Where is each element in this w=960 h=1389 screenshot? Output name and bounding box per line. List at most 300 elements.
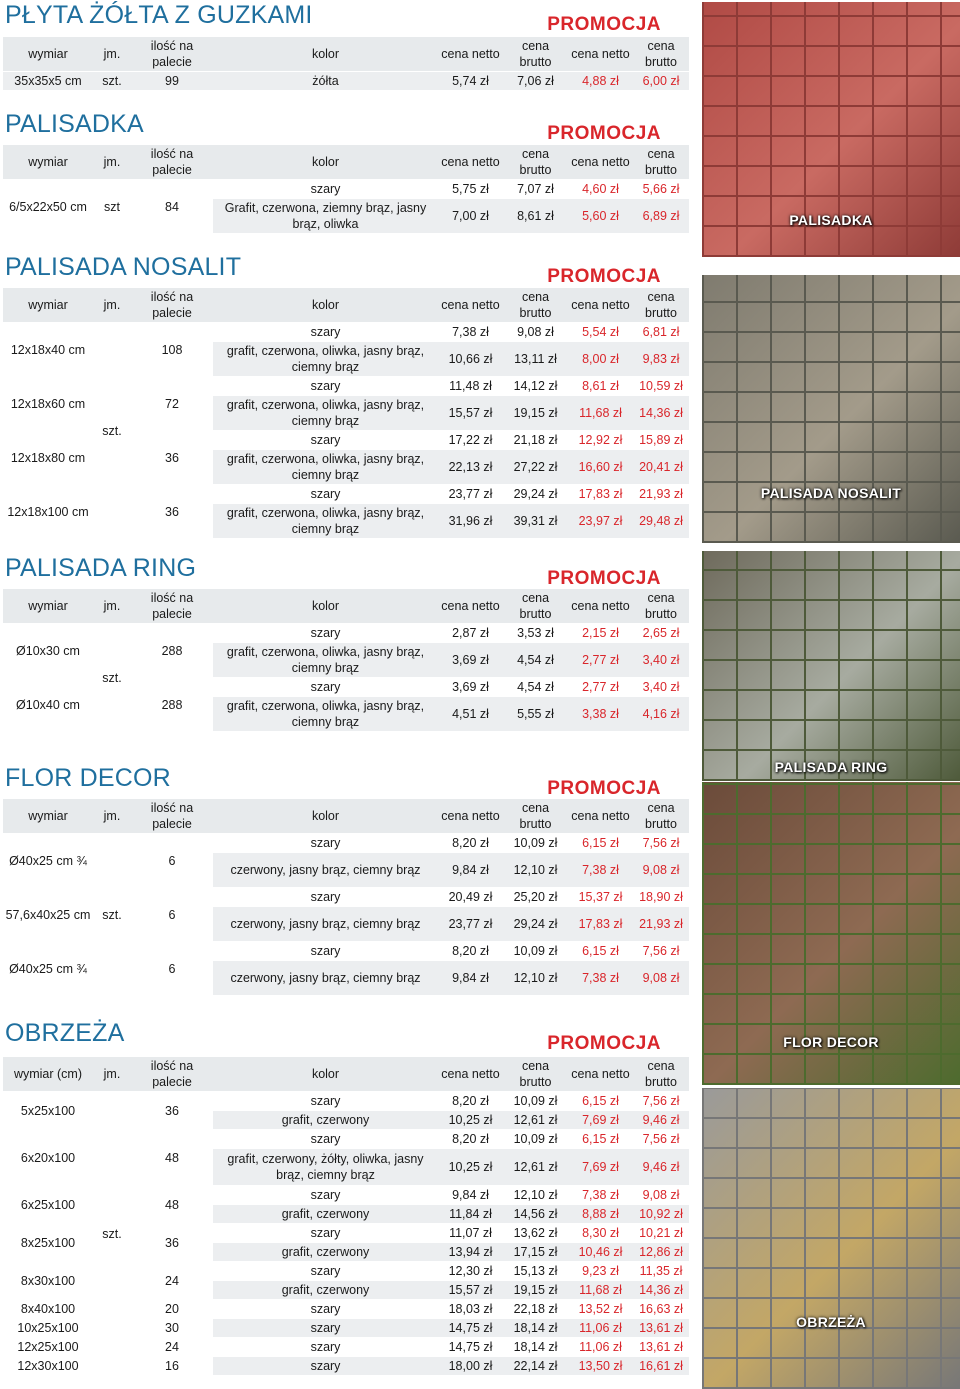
price-cell: 18,03 zł bbox=[438, 1300, 503, 1319]
price-table bbox=[3, 589, 689, 732]
price-cell: 23,77 zł bbox=[438, 907, 503, 942]
table-row bbox=[3, 323, 689, 342]
price-cell: 3,69 zł bbox=[438, 678, 503, 697]
header-cell: ilość na palecie bbox=[131, 37, 213, 72]
price-cell: 8,20 zł bbox=[438, 1092, 503, 1111]
price-cell: 12,86 zł bbox=[633, 1243, 689, 1262]
jm-cell: szt bbox=[93, 180, 131, 234]
photo-obrzeza bbox=[702, 1088, 960, 1389]
color-cell: szary bbox=[213, 1262, 438, 1281]
header-cell: ilość na palecie bbox=[131, 589, 213, 624]
color-cell: grafit, czerwony bbox=[213, 1281, 438, 1300]
color-cell: szary bbox=[213, 431, 438, 450]
header-cell: wymiar bbox=[3, 589, 93, 624]
pallet-qty-cell: 288 bbox=[131, 678, 213, 732]
price-cell: 11,07 zł bbox=[438, 1224, 503, 1243]
price-cell: 6,15 zł bbox=[568, 942, 633, 961]
pallet-qty-cell: 24 bbox=[131, 1262, 213, 1300]
price-cell: 14,75 zł bbox=[438, 1319, 503, 1338]
price-cell: 2,77 zł bbox=[568, 678, 633, 697]
price-cell: 6,15 zł bbox=[568, 1092, 633, 1111]
section-title: PALISADA NOSALIT bbox=[5, 253, 242, 281]
price-cell: 29,24 zł bbox=[503, 485, 568, 504]
price-cell: 13,11 zł bbox=[503, 342, 568, 377]
price-cell: 25,20 zł bbox=[503, 888, 568, 907]
price-cell: 14,75 zł bbox=[438, 1338, 503, 1357]
price-cell: 2,15 zł bbox=[568, 624, 633, 643]
price-cell: 17,83 zł bbox=[568, 907, 633, 942]
price-cell: 10,09 zł bbox=[503, 1130, 568, 1149]
table-row bbox=[3, 72, 689, 91]
pallet-qty-cell: 20 bbox=[131, 1300, 213, 1319]
table-header bbox=[3, 37, 689, 72]
header-cell: kolor bbox=[213, 288, 438, 323]
header-cell: cena brutto bbox=[503, 288, 568, 323]
color-cell: Grafit, czerwona, ziemny brąz, jasny brąz, oliwka bbox=[213, 199, 438, 234]
section-title: OBRZEŻA bbox=[5, 1019, 125, 1047]
header-cell: jm. bbox=[93, 799, 131, 834]
header-cell: jm. bbox=[93, 288, 131, 323]
photo-flor-decor bbox=[702, 782, 960, 1085]
promo-label: PROMOCJA bbox=[547, 123, 661, 144]
color-cell: szary bbox=[213, 377, 438, 396]
price-cell: 15,37 zł bbox=[568, 888, 633, 907]
pallet-qty-cell: 36 bbox=[131, 431, 213, 485]
section-title: PŁYTA ŻÓŁTA Z GUZKAMI bbox=[5, 1, 313, 29]
price-cell: 9,08 zł bbox=[633, 1186, 689, 1205]
price-cell: 5,60 zł bbox=[568, 199, 633, 234]
price-cell: 29,48 zł bbox=[633, 504, 689, 539]
header-cell: kolor bbox=[213, 1057, 438, 1092]
table-cell: 99 bbox=[131, 72, 213, 91]
price-cell: 13,61 zł bbox=[633, 1319, 689, 1338]
promo-label: PROMOCJA bbox=[547, 266, 661, 287]
header-cell: cena netto bbox=[568, 799, 633, 834]
color-cell: grafit, czerwona, oliwka, jasny brąz, ciemny brąz bbox=[213, 342, 438, 377]
price-cell: 5,75 zł bbox=[438, 180, 503, 199]
header-cell: jm. bbox=[93, 589, 131, 624]
color-cell: grafit, czerwony, żółty, oliwka, jasny brąz, ciemny brąz bbox=[213, 1149, 438, 1186]
photo-palisada-nosalit bbox=[702, 275, 960, 543]
price-cell: 12,10 zł bbox=[503, 961, 568, 996]
price-cell: 15,89 zł bbox=[633, 431, 689, 450]
price-cell: 19,15 zł bbox=[503, 1281, 568, 1300]
price-cell: 14,56 zł bbox=[503, 1205, 568, 1224]
table-header bbox=[3, 288, 689, 323]
header-cell: cena brutto bbox=[633, 1057, 689, 1092]
price-cell: 11,68 zł bbox=[568, 396, 633, 431]
price-cell: 4,16 zł bbox=[633, 697, 689, 732]
pallet-qty-cell: 48 bbox=[131, 1186, 213, 1224]
price-cell: 16,60 zł bbox=[568, 450, 633, 485]
table-cell: 5,74 zł bbox=[438, 72, 503, 91]
header-cell: cena netto bbox=[438, 589, 503, 624]
price-cell: 10,59 zł bbox=[633, 377, 689, 396]
pallet-qty-cell: 6 bbox=[131, 834, 213, 888]
unit-cell: szt. bbox=[93, 624, 131, 732]
price-cell: 31,96 zł bbox=[438, 504, 503, 539]
price-cell: 2,77 zł bbox=[568, 643, 633, 678]
price-cell: 18,14 zł bbox=[503, 1338, 568, 1357]
price-cell: 8,00 zł bbox=[568, 342, 633, 377]
price-cell: 6,89 zł bbox=[633, 199, 689, 234]
header-cell: wymiar bbox=[3, 37, 93, 72]
color-cell: grafit, czerwona, oliwka, jasny brąz, ciemny brąz bbox=[213, 450, 438, 485]
section-ring bbox=[3, 552, 689, 737]
color-cell: czerwony, jasny brąz, ciemny brąz bbox=[213, 907, 438, 942]
table-header bbox=[3, 1057, 689, 1092]
price-cell: 12,92 zł bbox=[568, 431, 633, 450]
price-cell: 6,81 zł bbox=[633, 323, 689, 342]
header-cell: kolor bbox=[213, 37, 438, 72]
size-cell: 10x25x100 bbox=[3, 1319, 93, 1338]
header-cell: cena netto bbox=[568, 288, 633, 323]
price-cell: 4,54 zł bbox=[503, 678, 568, 697]
pallet-qty-cell: 72 bbox=[131, 377, 213, 431]
header-cell: cena brutto bbox=[503, 37, 568, 72]
color-cell: szary bbox=[213, 678, 438, 697]
header-cell: ilość na palecie bbox=[131, 288, 213, 323]
section-plyta bbox=[3, 0, 689, 92]
photo-palisadka bbox=[702, 2, 960, 257]
price-cell: 29,24 zł bbox=[503, 907, 568, 942]
price-table bbox=[3, 145, 689, 234]
header-cell: cena brutto bbox=[633, 589, 689, 624]
size-cell: 12x18x100 cm bbox=[3, 485, 93, 539]
color-cell: grafit, czerwona, oliwka, jasny brąz, ciemny brąz bbox=[213, 396, 438, 431]
price-cell: 8,30 zł bbox=[568, 1224, 633, 1243]
header-cell: ilość na palecie bbox=[131, 799, 213, 834]
price-cell: 9,08 zł bbox=[633, 853, 689, 888]
unit-cell: szt. bbox=[93, 323, 131, 539]
header-cell: cena netto bbox=[438, 288, 503, 323]
unit-cell: szt. bbox=[93, 834, 131, 996]
color-cell: szary bbox=[213, 1300, 438, 1319]
color-cell: szary bbox=[213, 1130, 438, 1149]
price-cell: 7,56 zł bbox=[633, 1130, 689, 1149]
header-cell: cena netto bbox=[438, 145, 503, 180]
color-cell: szary bbox=[213, 888, 438, 907]
photo-label: OBRZEŻA bbox=[796, 1314, 866, 1330]
size-cell: 12x30x100 bbox=[3, 1357, 93, 1376]
header-cell: kolor bbox=[213, 799, 438, 834]
price-cell: 8,61 zł bbox=[503, 199, 568, 234]
price-cell: 39,31 zł bbox=[503, 504, 568, 539]
price-cell: 7,69 zł bbox=[568, 1111, 633, 1130]
price-cell: 12,30 zł bbox=[438, 1262, 503, 1281]
color-cell: szary bbox=[213, 180, 438, 199]
price-cell: 9,84 zł bbox=[438, 853, 503, 888]
size-cell: 6x20x100 bbox=[3, 1130, 93, 1186]
header-cell: jm. bbox=[93, 145, 131, 180]
section-nosalit bbox=[3, 251, 689, 546]
price-cell: 6,15 zł bbox=[568, 834, 633, 853]
price-cell: 8,61 zł bbox=[568, 377, 633, 396]
price-cell: 14,36 zł bbox=[633, 1281, 689, 1300]
header-cell: cena netto bbox=[568, 145, 633, 180]
header-cell: jm. bbox=[93, 37, 131, 72]
size-cell: 12x18x40 cm bbox=[3, 323, 93, 377]
price-cell: 10,09 zł bbox=[503, 1092, 568, 1111]
price-cell: 8,20 zł bbox=[438, 834, 503, 853]
table-row bbox=[3, 624, 689, 643]
price-cell: 17,15 zł bbox=[503, 1243, 568, 1262]
table-row bbox=[3, 1092, 689, 1111]
color-cell: czerwony, jasny brąz, ciemny brąz bbox=[213, 961, 438, 996]
table-cell: 4,88 zł bbox=[568, 72, 633, 91]
price-cell: 22,13 zł bbox=[438, 450, 503, 485]
promo-label: PROMOCJA bbox=[547, 1033, 661, 1054]
price-cell: 7,38 zł bbox=[568, 1186, 633, 1205]
price-cell: 7,56 zł bbox=[633, 834, 689, 853]
price-cell: 6,15 zł bbox=[568, 1130, 633, 1149]
size-cell: 6x25x100 bbox=[3, 1186, 93, 1224]
price-cell: 7,69 zł bbox=[568, 1149, 633, 1186]
price-cell: 18,14 zł bbox=[503, 1319, 568, 1338]
price-cell: 9,84 zł bbox=[438, 961, 503, 996]
price-cell: 17,83 zł bbox=[568, 485, 633, 504]
header-cell: jm. bbox=[93, 1057, 131, 1092]
price-cell: 21,93 zł bbox=[633, 485, 689, 504]
header-cell: cena brutto bbox=[503, 145, 568, 180]
color-cell: grafit, czerwona, oliwka, jasny brąz, ciemny brąz bbox=[213, 697, 438, 732]
price-cell: 5,66 zł bbox=[633, 180, 689, 199]
color-cell: grafit, czerwony bbox=[213, 1205, 438, 1224]
color-cell: grafit, czerwona, oliwka, jasny brąz, ciemny brąz bbox=[213, 643, 438, 678]
section-title: PALISADKA bbox=[5, 110, 144, 138]
color-cell: grafit, czerwony bbox=[213, 1111, 438, 1130]
header-cell: cena brutto bbox=[503, 799, 568, 834]
price-cell: 12,10 zł bbox=[503, 1186, 568, 1205]
price-cell: 11,84 zł bbox=[438, 1205, 503, 1224]
section-obrzeza bbox=[3, 1017, 689, 1387]
table-cell: żółta bbox=[213, 72, 438, 91]
price-cell: 17,22 zł bbox=[438, 431, 503, 450]
price-cell: 9,46 zł bbox=[633, 1111, 689, 1130]
price-cell: 4,54 zł bbox=[503, 643, 568, 678]
color-cell: szary bbox=[213, 1092, 438, 1111]
header-cell: wymiar bbox=[3, 288, 93, 323]
promo-label: PROMOCJA bbox=[547, 568, 661, 589]
color-cell: szary bbox=[213, 1224, 438, 1243]
header-cell: cena netto bbox=[438, 1057, 503, 1092]
photo-label: PALISADKA bbox=[789, 212, 873, 228]
photo-label: PALISADA NOSALIT bbox=[760, 485, 902, 501]
color-cell: szary bbox=[213, 485, 438, 504]
color-cell: szary bbox=[213, 323, 438, 342]
price-cell: 7,38 zł bbox=[568, 961, 633, 996]
price-table bbox=[3, 37, 689, 91]
price-cell: 9,23 zł bbox=[568, 1262, 633, 1281]
price-cell: 11,35 zł bbox=[633, 1262, 689, 1281]
price-cell: 12,10 zł bbox=[503, 853, 568, 888]
color-cell: szary bbox=[213, 942, 438, 961]
color-cell: grafit, czerwony bbox=[213, 1243, 438, 1262]
price-cell: 11,48 zł bbox=[438, 377, 503, 396]
price-cell: 15,13 zł bbox=[503, 1262, 568, 1281]
price-cell: 2,65 zł bbox=[633, 624, 689, 643]
table-cell: 6,00 zł bbox=[633, 72, 689, 91]
header-cell: wymiar (cm) bbox=[3, 1057, 93, 1092]
price-cell: 12,61 zł bbox=[503, 1149, 568, 1186]
price-cell: 14,12 zł bbox=[503, 377, 568, 396]
color-cell: szary bbox=[213, 834, 438, 853]
unit-cell: szt. bbox=[93, 1092, 131, 1376]
table-row bbox=[3, 180, 689, 199]
price-cell: 7,07 zł bbox=[503, 180, 568, 199]
price-cell: 19,15 zł bbox=[503, 396, 568, 431]
price-cell: 5,55 zł bbox=[503, 697, 568, 732]
size-cell: 8x25x100 bbox=[3, 1224, 93, 1262]
price-cell: 5,54 zł bbox=[568, 323, 633, 342]
price-cell: 23,97 zł bbox=[568, 504, 633, 539]
photo-label: FLOR DECOR bbox=[783, 1034, 879, 1050]
price-cell: 27,22 zł bbox=[503, 450, 568, 485]
color-cell: szary bbox=[213, 1338, 438, 1357]
price-cell: 21,18 zł bbox=[503, 431, 568, 450]
size-cell: 12x18x60 cm bbox=[3, 377, 93, 431]
size-cell: Ø40x25 cm ¾ bbox=[3, 942, 93, 996]
price-cell: 10,09 zł bbox=[503, 834, 568, 853]
size-cell: Ø10x40 cm bbox=[3, 678, 93, 732]
price-cell: 9,83 zł bbox=[633, 342, 689, 377]
price-cell: 22,18 zł bbox=[503, 1300, 568, 1319]
pallet-qty-cell: 30 bbox=[131, 1319, 213, 1338]
size-cell: 8x40x100 bbox=[3, 1300, 93, 1319]
price-cell: 14,36 zł bbox=[633, 396, 689, 431]
price-cell: 10,25 zł bbox=[438, 1111, 503, 1130]
price-cell: 11,68 zł bbox=[568, 1281, 633, 1300]
price-table bbox=[3, 1057, 689, 1376]
header-cell: cena brutto bbox=[633, 288, 689, 323]
size-cell: 57,6x40x25 cm bbox=[3, 888, 93, 942]
header-cell: ilość na palecie bbox=[131, 1057, 213, 1092]
price-cell: 7,38 zł bbox=[568, 853, 633, 888]
price-cell: 9,84 zł bbox=[438, 1186, 503, 1205]
price-cell: 15,57 zł bbox=[438, 1281, 503, 1300]
price-cell: 12,61 zł bbox=[503, 1111, 568, 1130]
price-cell: 10,21 zł bbox=[633, 1224, 689, 1243]
price-cell: 8,88 zł bbox=[568, 1205, 633, 1224]
price-cell: 3,40 zł bbox=[633, 678, 689, 697]
wymiar-cell: 6/5x22x50 cm bbox=[3, 180, 93, 234]
header-cell: cena netto bbox=[438, 799, 503, 834]
header-cell: cena brutto bbox=[503, 1057, 568, 1092]
pallet-qty-cell: 16 bbox=[131, 1357, 213, 1376]
pallet-qty-cell: 288 bbox=[131, 624, 213, 678]
price-cell: 13,61 zł bbox=[633, 1338, 689, 1357]
color-cell: czerwony, jasny brąz, ciemny brąz bbox=[213, 853, 438, 888]
pallet-qty-cell: 36 bbox=[131, 1224, 213, 1262]
pallet-qty-cell: 36 bbox=[131, 1092, 213, 1130]
pallet-qty-cell: 36 bbox=[131, 485, 213, 539]
table-header bbox=[3, 799, 689, 834]
price-cell: 13,50 zł bbox=[568, 1357, 633, 1376]
price-cell: 2,87 zł bbox=[438, 624, 503, 643]
price-cell: 7,38 zł bbox=[438, 323, 503, 342]
price-cell: 9,08 zł bbox=[633, 961, 689, 996]
price-cell: 16,61 zł bbox=[633, 1357, 689, 1376]
photo-palisada-ring bbox=[702, 551, 960, 781]
section-title: FLOR DECOR bbox=[5, 764, 171, 792]
header-cell: cena brutto bbox=[633, 145, 689, 180]
price-cell: 18,90 zł bbox=[633, 888, 689, 907]
price-cell: 15,57 zł bbox=[438, 396, 503, 431]
table-header bbox=[3, 145, 689, 180]
price-cell: 10,09 zł bbox=[503, 942, 568, 961]
section-palisadka bbox=[3, 108, 689, 238]
header-cell: ilość na palecie bbox=[131, 145, 213, 180]
price-cell: 7,00 zł bbox=[438, 199, 503, 234]
header-cell: cena netto bbox=[438, 37, 503, 72]
header-cell: wymiar bbox=[3, 145, 93, 180]
section-title: PALISADA RING bbox=[5, 554, 197, 582]
price-cell: 13,52 zł bbox=[568, 1300, 633, 1319]
color-cell: grafit, czerwona, oliwka, jasny brąz, ciemny brąz bbox=[213, 504, 438, 539]
price-cell: 20,41 zł bbox=[633, 450, 689, 485]
price-cell: 4,60 zł bbox=[568, 180, 633, 199]
price-cell: 13,94 zł bbox=[438, 1243, 503, 1262]
price-cell: 8,20 zł bbox=[438, 942, 503, 961]
price-table bbox=[3, 799, 689, 996]
size-cell: 12x25x100 bbox=[3, 1338, 93, 1357]
price-cell: 20,49 zł bbox=[438, 888, 503, 907]
promo-label: PROMOCJA bbox=[547, 778, 661, 799]
size-cell: 12x18x80 cm bbox=[3, 431, 93, 485]
price-cell: 22,14 zł bbox=[503, 1357, 568, 1376]
table-cell: 35x35x5 cm bbox=[3, 72, 93, 91]
header-cell: cena netto bbox=[568, 37, 633, 72]
table-row bbox=[3, 834, 689, 853]
pallet-qty-cell: 6 bbox=[131, 888, 213, 942]
color-cell: szary bbox=[213, 1319, 438, 1338]
header-cell: wymiar bbox=[3, 799, 93, 834]
section-flor-decor bbox=[3, 762, 689, 985]
pallet-qty-cell: 24 bbox=[131, 1338, 213, 1357]
price-cell: 8,20 zł bbox=[438, 1130, 503, 1149]
color-cell: szary bbox=[213, 1186, 438, 1205]
price-cell: 18,00 zł bbox=[438, 1357, 503, 1376]
pallet-qty-cell: 6 bbox=[131, 942, 213, 996]
price-cell: 11,06 zł bbox=[568, 1319, 633, 1338]
color-cell: szary bbox=[213, 624, 438, 643]
photo-label: PALISADA RING bbox=[774, 759, 888, 775]
size-cell: Ø10x30 cm bbox=[3, 624, 93, 678]
table-cell: szt. bbox=[93, 72, 131, 91]
price-cell: 3,69 zł bbox=[438, 643, 503, 678]
price-cell: 3,53 zł bbox=[503, 624, 568, 643]
price-cell: 3,40 zł bbox=[633, 643, 689, 678]
table-header bbox=[3, 589, 689, 624]
price-cell: 16,63 zł bbox=[633, 1300, 689, 1319]
price-cell: 11,06 zł bbox=[568, 1338, 633, 1357]
price-cell: 10,92 zł bbox=[633, 1205, 689, 1224]
price-cell: 13,62 zł bbox=[503, 1224, 568, 1243]
ilosc-cell: 84 bbox=[131, 180, 213, 234]
size-cell: Ø40x25 cm ¾ bbox=[3, 834, 93, 888]
promo-label: PROMOCJA bbox=[547, 14, 661, 35]
header-cell: cena netto bbox=[568, 1057, 633, 1092]
price-cell: 9,08 zł bbox=[503, 323, 568, 342]
price-cell: 23,77 zł bbox=[438, 485, 503, 504]
size-cell: 8x30x100 bbox=[3, 1262, 93, 1300]
price-table bbox=[3, 288, 689, 539]
header-cell: cena brutto bbox=[633, 37, 689, 72]
price-cell: 21,93 zł bbox=[633, 907, 689, 942]
pallet-qty-cell: 48 bbox=[131, 1130, 213, 1186]
price-cell: 9,46 zł bbox=[633, 1149, 689, 1186]
price-cell: 7,56 zł bbox=[633, 1092, 689, 1111]
